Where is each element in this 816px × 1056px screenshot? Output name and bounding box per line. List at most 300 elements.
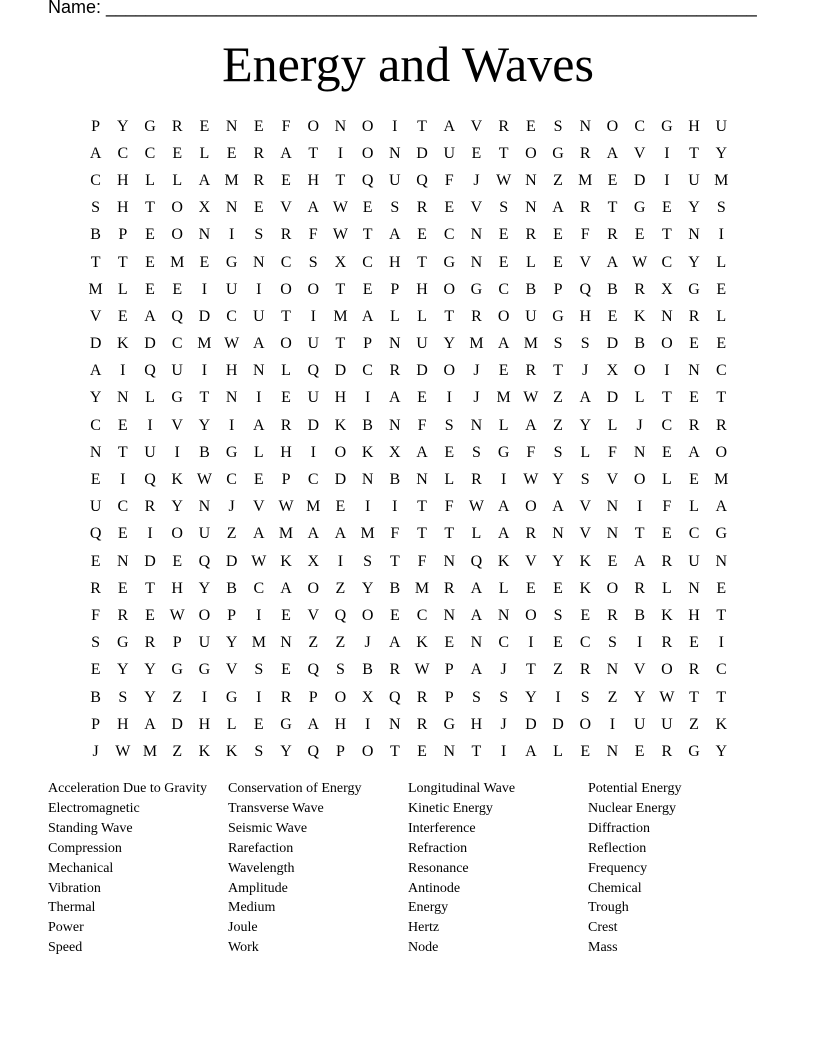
grid-letter: N — [661, 307, 673, 325]
grid-letter: U — [416, 335, 428, 353]
grid-letter: T — [444, 525, 455, 543]
grid-letter: A — [497, 498, 510, 516]
grid-letter: U — [307, 389, 319, 407]
grid-letter: E — [553, 226, 563, 244]
grid-letter: F — [580, 226, 590, 244]
grid-letter: C — [715, 661, 727, 679]
word-bank-item: Work — [228, 940, 259, 956]
grid-letter: D — [144, 552, 156, 570]
grid-letter: A — [253, 335, 265, 353]
grid-letter: L — [145, 171, 155, 189]
grid-letter: R — [117, 606, 129, 624]
grid-letter: K — [416, 634, 428, 652]
grid-row — [82, 331, 735, 358]
grid-letter: A — [389, 226, 401, 244]
grid-letter: N — [389, 416, 401, 434]
grid-letter: U — [198, 525, 211, 543]
grid-letter: J — [473, 171, 480, 189]
grid-letter: A — [253, 416, 265, 434]
grid-letter: C — [226, 307, 237, 325]
grid-letter: W — [115, 742, 131, 760]
grid-letter: I — [337, 144, 344, 162]
grid-letter: O — [633, 362, 646, 380]
grid-letter: R — [525, 226, 537, 244]
grid-letter: Q — [361, 171, 374, 189]
grid-letter: L — [253, 443, 264, 461]
grid-letter: E — [498, 253, 509, 271]
grid-letter: Z — [553, 661, 563, 679]
grid-letter: N — [253, 362, 265, 380]
grid-letter: E — [362, 199, 373, 217]
grid-letter: H — [334, 389, 347, 407]
grid-letter: Y — [715, 742, 728, 760]
grid-letter: N — [688, 362, 700, 380]
word-bank-item: Medium — [228, 900, 276, 916]
grid-letter: I — [528, 634, 534, 652]
grid-letter: H — [280, 443, 292, 461]
grid-letter: A — [552, 199, 564, 217]
grid-letter: R — [471, 307, 482, 325]
grid-letter: N — [280, 634, 292, 652]
grid-letter: G — [443, 253, 456, 271]
grid-letter: E — [661, 525, 672, 543]
grid-letter: N — [253, 253, 265, 271]
grid-letter: R — [607, 226, 618, 244]
grid-letter: Y — [579, 416, 592, 434]
grid-letter: T — [553, 362, 563, 380]
grid-letter: P — [390, 280, 400, 298]
grid-letter: B — [389, 579, 401, 597]
grid-letter: G — [715, 525, 728, 543]
word-bank-item: Energy — [408, 900, 449, 916]
grid-letter: G — [443, 715, 456, 733]
grid-letter: B — [362, 661, 373, 679]
grid-letter: M — [360, 525, 375, 543]
grid-letter: Y — [552, 552, 564, 570]
grid-letter: C — [144, 144, 156, 162]
grid-letter: T — [498, 144, 509, 162]
grid-letter: A — [253, 525, 265, 543]
grid-letter: T — [389, 552, 400, 570]
grid-row — [82, 303, 735, 330]
grid-letter: I — [256, 606, 262, 624]
grid-letter: N — [443, 742, 456, 760]
grid-letter: N — [470, 253, 483, 271]
grid-letter: B — [634, 606, 645, 624]
grid-letter: G — [633, 199, 646, 217]
grid-letter: R — [525, 525, 537, 543]
grid-letter: Z — [689, 715, 699, 733]
grid-letter: E — [607, 171, 618, 189]
grid-letter: P — [91, 715, 101, 733]
grid-letter: L — [471, 525, 482, 543]
grid-letter: A — [89, 362, 102, 380]
grid-letter: N — [633, 443, 646, 461]
grid-letter: N — [198, 226, 211, 244]
grid-letter: Z — [335, 634, 346, 652]
grid-letter: V — [171, 416, 183, 434]
grid-letter: E — [145, 226, 155, 244]
grid-letter: K — [579, 552, 592, 570]
word-bank-item: Frequency — [588, 860, 648, 876]
grid-letter: E — [117, 579, 128, 597]
grid-letter: L — [444, 471, 455, 489]
grid-letter: E — [145, 280, 155, 298]
grid-letter: X — [389, 443, 401, 461]
grid-letter: Z — [226, 525, 237, 543]
grid-letter: U — [198, 634, 211, 652]
grid-letter: U — [443, 144, 456, 162]
grid-letter: N — [606, 742, 619, 760]
grid-row — [82, 521, 735, 548]
grid-letter: H — [688, 606, 700, 624]
grid-letter: G — [497, 443, 510, 461]
grid-row — [82, 657, 735, 684]
grid-letter: A — [606, 253, 619, 271]
grid-letter: H — [117, 199, 129, 217]
grid-letter: G — [688, 280, 700, 298]
word-bank-item: Trough — [588, 900, 629, 916]
grid-letter: M — [578, 171, 593, 189]
grid-letter: G — [198, 661, 211, 679]
grid-letter: A — [688, 443, 700, 461]
grid-letter: D — [525, 715, 537, 733]
grid-letter: R — [253, 171, 265, 189]
grid-letter: E — [145, 606, 155, 624]
grid-letter: M — [714, 171, 729, 189]
grid-letter: E — [553, 253, 563, 271]
grid-letter: N — [225, 389, 238, 407]
grid-letter: G — [688, 742, 700, 760]
grid-letter: T — [716, 389, 727, 407]
grid-letter: I — [637, 634, 643, 652]
grid-letter: W — [523, 471, 539, 489]
grid-letter: F — [390, 525, 400, 543]
grid-letter: A — [525, 742, 537, 760]
grid-letter: I — [718, 226, 724, 244]
grid-letter: L — [417, 307, 427, 325]
grid-letter: E — [281, 661, 291, 679]
grid-letter: T — [634, 525, 645, 543]
grid-letter: Q — [307, 661, 319, 679]
letter-grid — [82, 113, 735, 766]
grid-letter: E — [580, 606, 591, 624]
grid-letter: L — [498, 579, 509, 597]
grid-letter: R — [579, 144, 591, 162]
grid-letter: U — [171, 362, 183, 380]
grid-letter: O — [307, 280, 319, 298]
grid-letter: W — [659, 688, 675, 706]
word-bank-item: Resonance — [408, 860, 469, 876]
grid-letter: E — [444, 199, 455, 217]
grid-letter: I — [256, 280, 262, 298]
grid-letter: X — [661, 280, 673, 298]
grid-letter: N — [688, 226, 700, 244]
grid-row — [82, 167, 735, 194]
grid-letter: S — [608, 634, 617, 652]
grid-letter: L — [661, 471, 672, 489]
grid-letter: I — [718, 634, 724, 652]
grid-row — [82, 412, 735, 439]
grid-letter: O — [525, 498, 537, 516]
grid-letter: C — [715, 362, 727, 380]
grid-letter: L — [281, 362, 291, 380]
grid-letter: I — [147, 416, 153, 434]
grid-letter: B — [199, 443, 210, 461]
name-field-line[interactable]: Name: _________________________________________________________________ — [48, 0, 757, 17]
grid-letter: T — [689, 144, 699, 162]
grid-letter: O — [198, 606, 211, 624]
grid-letter: U — [633, 715, 646, 733]
grid-letter: M — [251, 634, 266, 652]
grid-row — [82, 494, 735, 521]
grid-letter: J — [473, 362, 480, 380]
grid-letter: R — [416, 715, 428, 733]
grid-letter: E — [661, 443, 672, 461]
grid-letter: Z — [172, 742, 183, 760]
grid-letter: L — [117, 280, 128, 298]
grid-letter: U — [525, 307, 537, 325]
grid-letter: R — [471, 471, 482, 489]
word-bank-item: Diffraction — [588, 820, 650, 836]
grid-letter: I — [201, 688, 208, 706]
grid-letter: I — [228, 416, 235, 434]
grid-letter: P — [444, 661, 454, 679]
grid-letter: E — [580, 742, 591, 760]
grid-letter: T — [716, 606, 727, 624]
grid-row — [82, 113, 735, 140]
grid-letter: U — [225, 280, 238, 298]
grid-letter: H — [171, 579, 183, 597]
grid-letter: U — [144, 443, 156, 461]
grid-letter: I — [500, 742, 507, 760]
grid-letter: B — [362, 416, 373, 434]
grid-letter: K — [198, 742, 211, 760]
word-bank-item: Electromagnetic — [48, 800, 140, 816]
grid-letter: T — [689, 688, 699, 706]
grid-letter: E — [417, 742, 427, 760]
grid-letter: C — [280, 253, 292, 271]
grid-letter: S — [553, 443, 563, 461]
grid-row — [82, 711, 735, 738]
grid-letter: G — [144, 117, 156, 135]
word-bank-item: Acceleration Due to Gravity — [48, 781, 207, 796]
grid-letter: V — [606, 471, 619, 489]
grid-letter: A — [579, 389, 592, 407]
grid-letter: V — [89, 307, 102, 325]
grid-row — [82, 439, 735, 466]
grid-letter: P — [227, 606, 237, 624]
grid-letter: U — [661, 715, 673, 733]
grid-letter: C — [362, 253, 373, 271]
grid-letter: S — [716, 199, 726, 217]
grid-letter: M — [496, 389, 511, 407]
word-bank-item: Potential Energy — [588, 781, 682, 796]
grid-letter: F — [608, 443, 617, 461]
grid-letter: A — [606, 144, 619, 162]
grid-letter: V — [579, 525, 592, 543]
grid-letter: V — [470, 199, 483, 217]
grid-letter: R — [688, 307, 700, 325]
grid-letter: S — [553, 335, 563, 353]
grid-letter: R — [416, 688, 428, 706]
grid-letter: R — [280, 226, 292, 244]
grid-letter: Q — [144, 471, 156, 489]
word-bank-item: Thermal — [48, 900, 96, 916]
grid-letter: D — [307, 416, 319, 434]
grid-letter: E — [389, 606, 400, 624]
grid-letter: E — [607, 307, 618, 325]
grid-letter: E — [716, 579, 727, 597]
grid-letter: B — [607, 280, 618, 298]
grid-letter: O — [443, 280, 456, 298]
grid-letter: K — [633, 307, 646, 325]
grid-letter: E — [417, 389, 427, 407]
grid-letter: S — [91, 199, 101, 217]
grid-letter: C — [362, 362, 373, 380]
grid-letter: F — [417, 552, 427, 570]
grid-letter: G — [171, 661, 183, 679]
grid-letter: E — [172, 144, 183, 162]
grid-letter: N — [606, 525, 619, 543]
grid-letter: G — [225, 253, 238, 271]
grid-letter: T — [362, 226, 373, 244]
grid-letter: C — [117, 498, 129, 516]
grid-letter: S — [471, 443, 481, 461]
grid-letter: A — [307, 525, 319, 543]
grid-letter: E — [281, 606, 291, 624]
grid-letter: I — [555, 688, 561, 706]
grid-letter: N — [715, 552, 728, 570]
grid-letter: S — [444, 416, 454, 434]
grid-letter: N — [198, 498, 211, 516]
grid-letter: I — [392, 498, 398, 516]
grid-letter: H — [117, 715, 129, 733]
grid-letter: W — [332, 226, 348, 244]
grid-letter: D — [89, 335, 102, 353]
grid-letter: H — [416, 280, 428, 298]
word-bank-item: Transverse Wave — [228, 800, 324, 816]
grid-letter: F — [444, 171, 454, 189]
grid-letter: Z — [607, 688, 618, 706]
grid-letter: N — [470, 416, 483, 434]
grid-letter: T — [661, 389, 672, 407]
grid-letter: C — [634, 117, 645, 135]
word-bank-item: Speed — [48, 940, 83, 956]
grid-letter: O — [334, 688, 347, 706]
grid-letter: T — [417, 498, 427, 516]
grid-letter: A — [389, 389, 401, 407]
grid-letter: E — [716, 280, 727, 298]
grid-letter: Z — [553, 416, 563, 434]
grid-letter: R — [688, 661, 700, 679]
grid-letter: I — [364, 389, 371, 407]
grid-letter: J — [500, 661, 507, 679]
word-bank-item: Longitudinal Wave — [408, 781, 516, 796]
grid-letter: S — [553, 117, 563, 135]
grid-letter: T — [716, 688, 727, 706]
grid-letter: O — [361, 606, 374, 624]
grid-letter: Z — [553, 171, 563, 189]
grid-letter: T — [607, 199, 618, 217]
grid-letter: T — [308, 144, 319, 162]
grid-letter: O — [606, 579, 619, 597]
grid-letter: N — [89, 443, 102, 461]
grid-letter: E — [253, 199, 264, 217]
grid-letter: N — [225, 117, 238, 135]
grid-letter: V — [579, 498, 592, 516]
grid-letter: E — [90, 552, 101, 570]
grid-letter: R — [525, 362, 537, 380]
grid-letter: X — [361, 688, 374, 706]
grid-letter: L — [634, 389, 645, 407]
grid-letter: W — [251, 552, 267, 570]
grid-letter: Y — [144, 661, 156, 679]
grid-letter: O — [361, 117, 374, 135]
grid-letter: S — [254, 661, 264, 679]
grid-letter: U — [307, 335, 319, 353]
grid-letter: N — [117, 389, 129, 407]
grid-letter: L — [226, 715, 237, 733]
grid-letter: F — [308, 226, 318, 244]
grid-letter: W — [224, 335, 240, 353]
word-bank-item: Interference — [408, 820, 476, 836]
grid-letter: O — [171, 199, 183, 217]
grid-letter: K — [661, 606, 673, 624]
grid-row — [82, 738, 735, 765]
grid-letter: S — [390, 199, 400, 217]
grid-letter: E — [117, 307, 128, 325]
grid-letter: E — [172, 280, 183, 298]
grid-letter: N — [470, 634, 483, 652]
word-bank-item: Vibration — [48, 880, 101, 896]
word-bank — [48, 779, 768, 958]
grid-letter: I — [147, 525, 153, 543]
grid-letter: M — [170, 253, 185, 271]
grid-letter: V — [525, 552, 537, 570]
grid-letter: N — [525, 199, 537, 217]
grid-letter: E — [444, 634, 455, 652]
grid-letter: B — [389, 471, 401, 489]
grid-letter: O — [633, 471, 646, 489]
grid-letter: R — [280, 688, 292, 706]
word-bank-item: Node — [408, 940, 439, 956]
grid-letter: E — [117, 416, 128, 434]
grid-letter: X — [606, 362, 619, 380]
grid-letter: T — [90, 253, 101, 271]
grid-letter: N — [579, 117, 592, 135]
grid-letter: M — [414, 579, 430, 597]
grid-letter: Y — [117, 661, 129, 679]
grid-letter: G — [117, 634, 129, 652]
grid-letter: G — [280, 715, 292, 733]
grid-letter: N — [389, 144, 401, 162]
grid-letter: S — [335, 661, 345, 679]
grid-letter: A — [144, 307, 156, 325]
word-bank-item: Mechanical — [48, 860, 114, 876]
grid-letter: I — [364, 498, 371, 516]
grid-letter: H — [307, 171, 319, 189]
grid-letter: C — [579, 634, 591, 652]
grid-letter: I — [364, 715, 371, 733]
grid-letter: M — [306, 498, 321, 516]
grid-letter: K — [361, 443, 374, 461]
grid-letter: F — [281, 117, 291, 135]
grid-letter: E — [634, 742, 645, 760]
grid-letter: Z — [308, 634, 319, 652]
grid-letter: S — [254, 742, 264, 760]
grid-letter: W — [414, 661, 430, 679]
